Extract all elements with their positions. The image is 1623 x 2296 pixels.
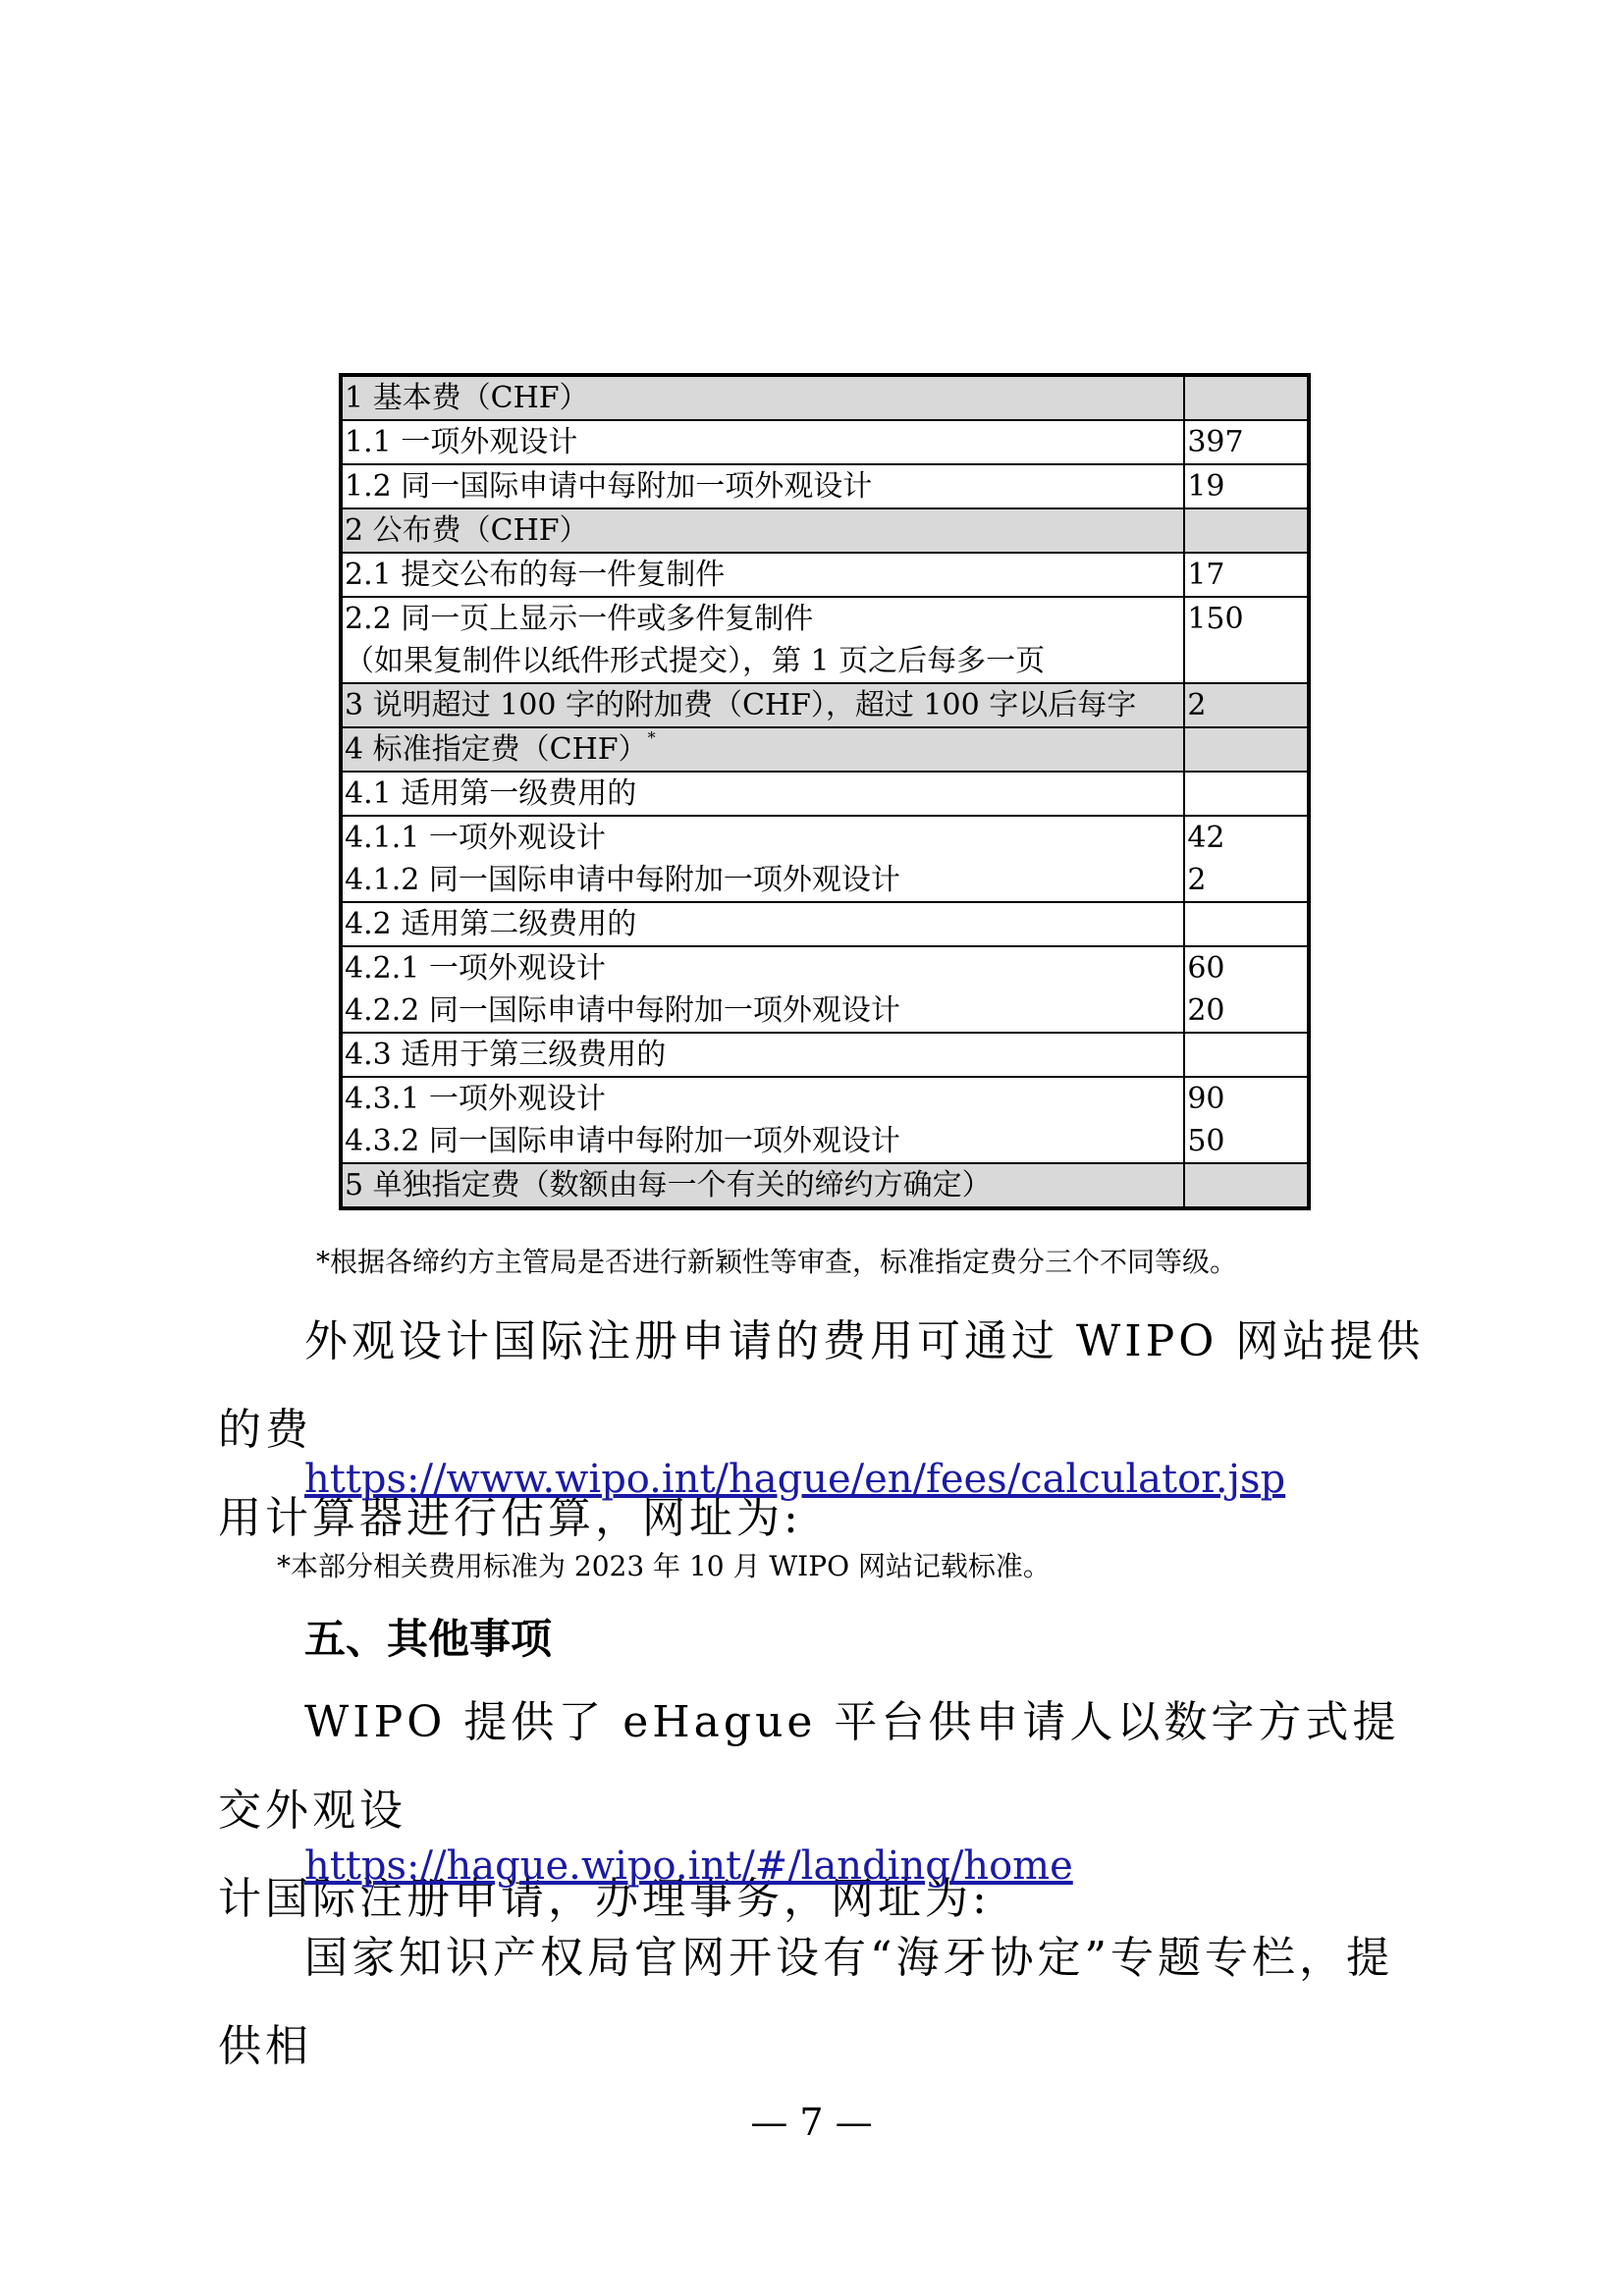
fee-amount-cell [1184, 464, 1309, 508]
fee-item-cell [341, 816, 1184, 902]
fee-item-cell [341, 727, 1184, 772]
fee-row [341, 772, 1309, 816]
fee-amount-cell [1184, 902, 1309, 946]
fee-amount: 397 [1187, 425, 1244, 459]
paragraph-line: 计国际注册申请，办理事务，网址为: [218, 1874, 991, 1924]
fee-row [341, 553, 1309, 597]
fee-item-cell [341, 464, 1184, 508]
fee-item-cell [341, 597, 1184, 683]
paragraph-line: WIPO 提供了 eHague 平台供申请人以数字方式提交外观设 [218, 1697, 1400, 1836]
fee-amount-cell [1184, 597, 1309, 683]
fee-calculator-link[interactable]: https://www.wipo.int/hague/en/fees/calculator.jsp [304, 1457, 1286, 1502]
ehague-link[interactable]: https://hague.wipo.int/#/landing/home [304, 1843, 1073, 1889]
paragraph-line: 外观设计国际注册申请的费用可通过 WIPO 网站提供的费 [218, 1316, 1425, 1455]
fee-item-label: 2.2 同一页上显示一件或多件复制件 [345, 602, 814, 636]
fee-item-cell [341, 683, 1184, 727]
ehague-paragraph [218, 1679, 1435, 1944]
fee-item-label: 4.1 适用第一级费用的 [345, 776, 637, 811]
fee-row [341, 420, 1309, 464]
fee-row [341, 1163, 1309, 1208]
fee-row [341, 508, 1309, 553]
fee-amount-cell [1184, 1077, 1309, 1163]
fee-row [341, 375, 1309, 420]
fee-item-label: （如果复制件以纸件形式提交），第 1 页之后每多一页 [345, 644, 1046, 678]
fee-table [339, 373, 1311, 1210]
cnipa-paragraph [218, 1914, 1435, 2091]
fee-amount: 60 [1187, 951, 1225, 986]
fee-table-body [341, 375, 1309, 1208]
fee-amount: 50 [1187, 1124, 1225, 1158]
fee-calculator-paragraph [218, 1298, 1435, 1563]
footnote-marker: * [647, 728, 656, 747]
fee-row [341, 597, 1309, 683]
fee-item-cell [341, 420, 1184, 464]
fee-item-label: 4.3 适用于第三级费用的 [345, 1038, 667, 1072]
fee-row [341, 683, 1309, 727]
paragraph-line: 国家知识产权局官网开设有“海牙协定”专题专栏，提供相 [218, 1933, 1393, 2071]
fee-item-label: 1.2 同一国际申请中每附加一项外观设计 [345, 469, 873, 504]
fee-row [341, 727, 1309, 772]
fee-item-cell [341, 508, 1184, 553]
fee-amount-cell [1184, 772, 1309, 816]
fee-amount: 20 [1187, 993, 1225, 1028]
fee-amount: 150 [1187, 602, 1244, 636]
fee-amount: 19 [1187, 469, 1225, 504]
fee-row [341, 946, 1309, 1033]
fee-row [341, 1033, 1309, 1077]
fee-item-label: 4.3.2 同一国际申请中每附加一项外观设计 [345, 1124, 900, 1158]
fee-item-label: 4.2 适用第二级费用的 [345, 907, 637, 941]
fee-amount-cell [1184, 1163, 1309, 1208]
section-heading: 五、其他事项 [304, 1615, 553, 1663]
fee-item-label: 2.1 提交公布的每一件复制件 [345, 558, 726, 592]
fee-amount-cell [1184, 553, 1309, 597]
fee-amount-cell [1184, 816, 1309, 902]
fee-amount-cell [1184, 727, 1309, 772]
fee-amount-cell [1184, 375, 1309, 420]
fee-row [341, 902, 1309, 946]
fee-item-cell [341, 1033, 1184, 1077]
fee-row [341, 464, 1309, 508]
fee-item-cell [341, 946, 1184, 1033]
fee-item-label: 4.1.2 同一国际申请中每附加一项外观设计 [345, 863, 900, 897]
fee-item-label: 1.1 一项外观设计 [345, 425, 578, 459]
fee-row [341, 1077, 1309, 1163]
fee-amount: 2 [1187, 688, 1207, 722]
source-footnote: *本部分相关费用标准为 2023 年 10 月 WIPO 网站记载标准。 [277, 1550, 1051, 1582]
fee-item-cell [341, 375, 1184, 420]
page-number: — 7 — [750, 2101, 873, 2144]
fee-item-label: 2 公布费（CHF） [345, 513, 589, 548]
fee-amount-cell [1184, 508, 1309, 553]
fee-amount: 42 [1187, 821, 1225, 855]
fee-item-label: 5 单独指定费（数额由每一个有关的缔约方确定） [345, 1168, 992, 1202]
fee-item-label: 1 基本费（CHF） [345, 381, 589, 415]
fee-item-cell [341, 553, 1184, 597]
table-footnote: *根据各缔约方主管局是否进行新颖性等审查，标准指定费分三个不同等级。 [316, 1246, 1238, 1278]
fee-item-cell [341, 1163, 1184, 1208]
fee-amount-cell [1184, 1033, 1309, 1077]
fee-amount: 2 [1187, 863, 1207, 897]
paragraph-line: 用计算器进行估算，网址为: [218, 1493, 802, 1543]
fee-amount: 17 [1187, 558, 1225, 592]
fee-item-label: 3 说明超过 100 字的附加费（CHF），超过 100 字以后每字 [345, 688, 1137, 722]
fee-item-label: 4 标准指定费（CHF）* [345, 728, 656, 767]
fee-item-label: 4.3.1 一项外观设计 [345, 1082, 606, 1116]
fee-amount: 90 [1187, 1082, 1225, 1116]
fee-item-label: 4.1.1 一项外观设计 [345, 821, 606, 855]
fee-row [341, 816, 1309, 902]
fee-item-label: 4.2.2 同一国际申请中每附加一项外观设计 [345, 993, 900, 1028]
fee-amount-cell [1184, 420, 1309, 464]
fee-item-cell [341, 1077, 1184, 1163]
fee-item-cell [341, 902, 1184, 946]
fee-amount-cell [1184, 683, 1309, 727]
fee-amount-cell [1184, 946, 1309, 1033]
fee-item-label: 4.2.1 一项外观设计 [345, 951, 606, 986]
fee-item-cell [341, 772, 1184, 816]
